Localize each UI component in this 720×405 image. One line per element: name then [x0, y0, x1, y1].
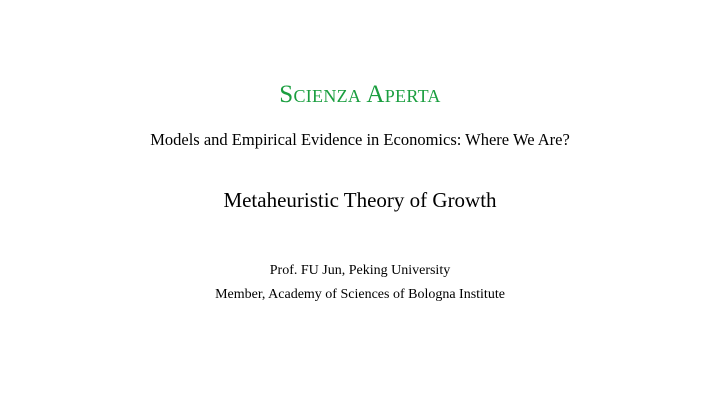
affiliation-line: Member, Academy of Sciences of Bologna Institute: [215, 287, 505, 302]
author-line: Prof. FU Jun, Peking University: [269, 263, 451, 278]
brand-heading: Scienza Aperta: [279, 81, 441, 108]
slide-title: Metaheuristic Theory of Growth: [223, 188, 497, 212]
slide-subtitle: Models and Empirical Evidence in Economics: Where We Are?: [150, 130, 570, 149]
